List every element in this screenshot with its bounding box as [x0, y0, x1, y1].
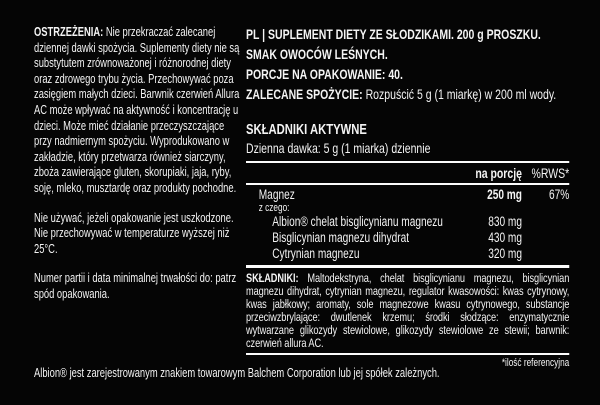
ingredients-paragraph [246, 272, 569, 350]
usage-label: ZALECANE SPOŻYCIE: [246, 86, 363, 102]
ingredient-rws: 67% [548, 187, 570, 202]
ingredient-name: Magnez [258, 187, 295, 202]
table-row [246, 202, 569, 214]
reference-footnote: *ilość referencyjna [501, 357, 570, 369]
ingredient-amount: 320 mg [488, 246, 522, 261]
table-row [246, 214, 569, 230]
warnings-heading: OSTRZEŻENIA: [34, 25, 104, 39]
table-row [246, 246, 569, 262]
ingredient-amount: 250 mg [487, 187, 522, 202]
table-row [246, 187, 569, 202]
ingredient-name: Cytrynian magnezu [272, 246, 360, 261]
table-row [246, 230, 569, 246]
ingredients-label: SKŁADNIKI: [246, 271, 299, 285]
product-info-section [246, 24, 569, 370]
divider-thick [246, 265, 569, 268]
warnings-body: Nie przekraczać zalecanej dziennej dawki spożycia. Suplementy diety nie są substytutem zrównoważonej i różnorodnej diety oraz zdrowego trybu życia. Przechowywać poza zasięgiem małych dzieci. Barwnik czerwień Allura AC może wpływać na aktywność i koncentrację u dzieci. Może mieć działanie przeczyszczające przy nadmiernym spożyciu. Wyprodukowano w zakładzie, który przetwarza również siarczyny, zboża zawierające gluten, skorupiaki, jaja, ryby, soję, mleko, musztardę oraz produkty pochodne. [34, 25, 240, 195]
ingredient-name: Albion® chelat bisglicynianu magnezu [272, 214, 443, 229]
usage-text: Rozpuścić 5 g (1 miarkę) w 200 ml wody. [362, 86, 557, 102]
divider-bottom [246, 353, 569, 355]
trademark-footnote: Albion® jest zarejestrowanym znakiem towarowym Balchem Corporation lub jej spółek zależnych. [34, 366, 440, 380]
storage-paragraph: Nie używać, jeżeli opakowanie jest uszkodzone. Nie przechowywać w temperaturze wyższej niż 25°C. [34, 210, 234, 256]
batch-paragraph: Numer partii i data minimalnej trwałości do: patrz spód opakowania. [34, 271, 237, 301]
ingredient-name: Bisglicynian magnezu dihydrat [272, 230, 410, 245]
servings-line: PORCJE NA OPAKOWANIE: 40. [246, 66, 403, 82]
warnings-section [34, 25, 241, 317]
ingredient-name: z czego: [258, 202, 290, 214]
ingredient-amount: 830 mg [488, 214, 522, 229]
column-header-per-serving: na porcję [475, 165, 522, 181]
usage-line [246, 84, 569, 104]
active-ingredients-heading: SKŁADNIKI AKTYWNE [246, 121, 367, 138]
ingredients-text: Maltodekstryna, chelat bisglicynianu magnezu, bisglicynian magnezu dihydrat, cytrynian magnezu, regulator kwasowości: kwas cytrynowy, kwas jabłkowy; aromaty, sole magnezowe kwasu cytrynowego, substancje przeciwzbrylające: dwutlenek krzemu; środki słodzące: enzymatycznie wytwarzane glikozydy stewiolowe, glikozydy stewiolowe ze stewii; barwnik: czerwień allura AC. [246, 271, 570, 350]
daily-dose-line: Dzienna dawka: 5 g (1 miarka) dziennie [246, 140, 431, 156]
warnings-paragraph [34, 25, 241, 197]
product-type-line: PL | SUPLEMENT DIETY ZE SŁODZIKAMI. 200 g PROSZKU. [246, 26, 541, 42]
ingredient-amount: 430 mg [488, 230, 522, 245]
flavor-line: SMAK OWOCÓW LEŚNYCH. [246, 46, 388, 62]
table-header-row [246, 163, 569, 183]
column-header-rws: %RWS* [531, 165, 570, 181]
divider-header [246, 183, 569, 185]
